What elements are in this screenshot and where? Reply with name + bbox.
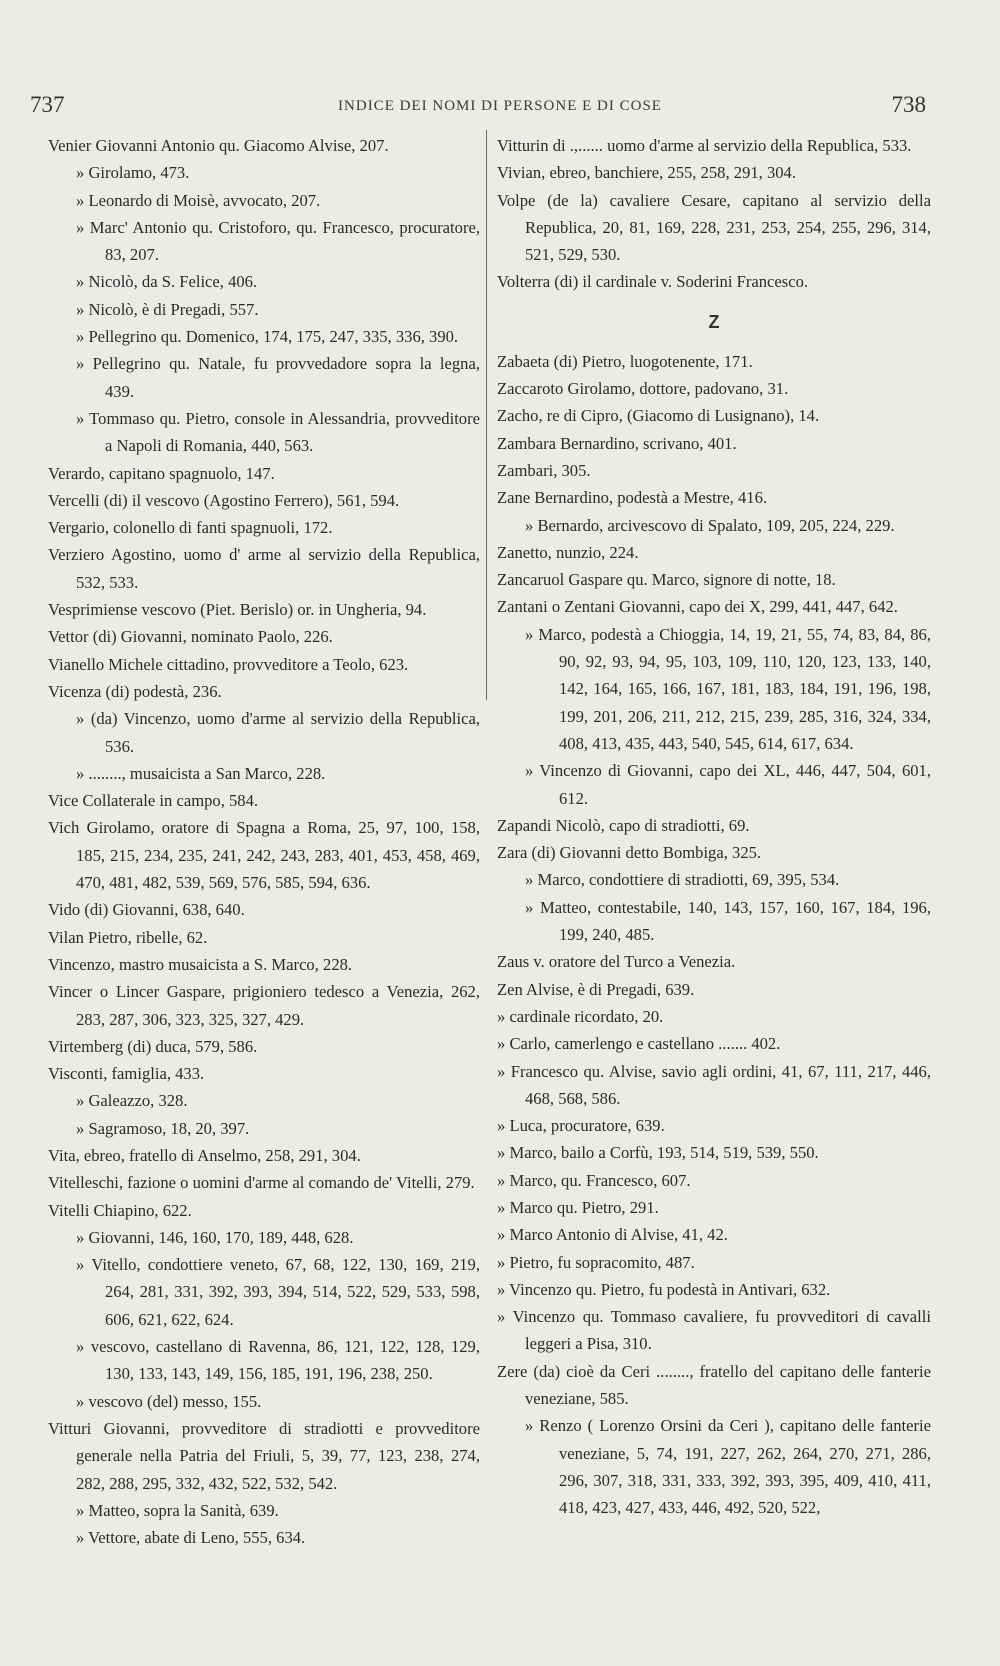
index-entry: Vitelleschi, fazione o uomini d'arme al comando de' Vitelli, 279. (48, 1173, 475, 1193)
index-entry: Vercelli (di) il vescovo (Agostino Ferrero), 561, 594. (48, 490, 400, 510)
index-entry: Zaccaroto Girolamo, dottore, padovano, 31. (497, 379, 789, 399)
index-entry: » Marco, bailo a Corfù, 193, 514, 519, 539, 550. (497, 1143, 819, 1163)
index-entry: » Luca, procuratore, 639. (497, 1116, 665, 1136)
section-letter: Z (708, 311, 720, 332)
index-entry: » Vincenzo qu. Tommaso cavaliere, fu provveditori di cavalli leggeri a Pisa, 310. (497, 1307, 931, 1354)
index-entry: Vice Collaterale in campo, 584. (48, 791, 259, 811)
index-entry: Vincenzo, mastro musaicista a S. Marco, 228. (48, 954, 353, 974)
index-entry: » Marco, qu. Francesco, 607. (497, 1170, 691, 1190)
index-entry: Zapandi Nicolò, capo di stradiotti, 69. (497, 815, 750, 835)
index-entry: Vitturin di .,...... uomo d'arme al servizio della Republica, 533. (497, 136, 912, 155)
index-entry: » Tommaso qu. Pietro, console in Alessandria, provveditore a Napoli di Romania, 440, 563. (76, 408, 480, 456)
index-entry: Vitelli Chiapino, 622. (48, 1200, 192, 1220)
index-entry: Zambara Bernardino, scrivano, 401. (497, 433, 737, 453)
index-entry: Zara (di) Giovanni detto Bombiga, 325. (497, 843, 762, 863)
index-entry: » Marco qu. Pietro, 291. (497, 1197, 659, 1217)
index-entry: » Girolamo, 473. (76, 163, 190, 183)
index-entry: » Leonardo di Moisè, avvocato, 207. (76, 190, 321, 210)
index-entry: Vergario, colonello di fanti spagnuoli, 172. (48, 518, 333, 538)
index-entry: » Galeazzo, 328. (76, 1091, 188, 1111)
index-entry: » vescovo (del) messo, 155. (76, 1391, 262, 1411)
index-entry: Zacho, re di Cipro, (Giacomo di Lusignano), 14. (497, 406, 820, 426)
page-number-left: 737 (30, 92, 65, 117)
index-entry: » cardinale ricordato, 20. (497, 1006, 664, 1026)
index-entry: » Francesco qu. Alvise, savio agli ordini, 41, 67, 111, 217, 446, 468, 568, 586. (497, 1061, 931, 1108)
index-entry: » Nicolò, è di Pregadi, 557. (76, 299, 259, 319)
index-entry: Volterra (di) il cardinale v. Soderini Francesco. (497, 272, 809, 292)
index-entry: Zen Alvise, è di Pregadi, 639. (497, 979, 695, 999)
index-entry: » Matteo, contestabile, 140, 143, 157, 160, 167, 184, 196, 199, 240, 485. (525, 897, 931, 945)
index-entry: » Vincenzo di Giovanni, capo dei XL, 446, 447, 504, 601, 612. (525, 761, 931, 808)
index-entry: Vincer o Lincer Gaspare, prigioniero tedesco a Venezia, 262, 283, 287, 306, 323, 325, 327, 429. (48, 982, 480, 1029)
index-entry: Zane Bernardino, podestà a Mestre, 416. (497, 488, 768, 508)
index-entry: » Pellegrino qu. Natale, fu provvedadore sopra la legna, 439. (76, 354, 480, 401)
index-entry: Zanetto, nunzio, 224. (497, 542, 639, 562)
index-entry: » Marco, condottiere di stradiotti, 69, 395, 534. (525, 870, 840, 890)
index-entry: » Pellegrino qu. Domenico, 174, 175, 247, 335, 336, 390. (76, 327, 459, 347)
index-entry: » Vettore, abate di Leno, 555, 634. (76, 1528, 306, 1548)
index-entry: Verziero Agostino, uomo d' arme al servizio della Republica, 532, 533. (48, 545, 480, 592)
index-entry: » (da) Vincenzo, uomo d'arme al servizio della Republica, 536. (76, 709, 480, 756)
index-entry: Vicenza (di) podestà, 236. (48, 681, 222, 701)
index-entry: Vianello Michele cittadino, provveditore a Teolo, 623. (48, 654, 409, 674)
index-entry: » Marc' Antonio qu. Cristoforo, qu. Francesco, procuratore, 83, 207. (76, 217, 480, 265)
index-entry: » Giovanni, 146, 160, 170, 189, 448, 628. (76, 1227, 354, 1247)
index-entry: » ........, musaicista a San Marco, 228. (76, 763, 326, 783)
page-header (0, 92, 1000, 122)
index-entry: Verardo, capitano spagnuolo, 147. (48, 463, 275, 483)
index-entry: » Carlo, camerlengo e castellano ....... 402. (497, 1034, 781, 1054)
index-entry: Zambari, 305. (497, 460, 591, 480)
index-entry: » vescovo, castellano di Ravenna, 86, 121, 122, 128, 129, 130, 133, 143, 149, 156, 185, 191, 196, 238, 250. (76, 1337, 480, 1384)
index-entry: » Pietro, fu sopracomito, 487. (497, 1252, 695, 1272)
column-divider (486, 130, 487, 700)
index-entry: Vesprimiense vescovo (Piet. Berislo) or. in Ungheria, 94. (48, 600, 427, 620)
index-entry: » Vincenzo qu. Pietro, fu podestà in Antivari, 632. (497, 1279, 831, 1299)
index-entry: » Renzo ( Lorenzo Orsini da Ceri ), capitano delle fanterie veneziane, 5, 74, 191, 227, 262, 264, 270, 271, 286, 296, 307, 318, 331, 333, 392, 393, 395, 409, 410, 411, 418, 423, 427, 433, 446, 492, 520, 522, (525, 1416, 931, 1518)
index-entry: Vettor (di) Giovanni, nominato Paolo, 226. (48, 627, 333, 647)
index-entry: Zabaeta (di) Pietro, luogotenente, 171. (497, 351, 753, 371)
running-title: INDICE DEI NOMI DI PERSONE E DI COSE (338, 98, 662, 114)
index-entry: Vilan Pietro, ribelle, 62. (48, 927, 208, 947)
index-entry: Zere (da) cioè da Ceri ........, fratello del capitano delle fanterie veneziane, 585. (497, 1361, 931, 1409)
index-entry: » Bernardo, arcivescovo di Spalato, 109, 205, 224, 229. (525, 515, 895, 535)
index-entry: » Marco Antonio di Alvise, 41, 42. (497, 1225, 728, 1245)
index-entry: » Sagramoso, 18, 20, 397. (76, 1118, 250, 1138)
index-entry: » Nicolò, da S. Felice, 406. (76, 272, 258, 292)
index-entry: Venier Giovanni Antonio qu. Giacomo Alvise, 207. (48, 136, 389, 155)
page-number-right: 738 (891, 92, 926, 117)
index-entry: Zancaruol Gaspare qu. Marco, signore di notte, 18. (497, 570, 836, 590)
index-entry: Visconti, famiglia, 433. (48, 1064, 205, 1084)
index-entry: Zantani o Zentani Giovanni, capo dei X, 299, 441, 447, 642. (497, 597, 898, 617)
index-entry: Vitturi Giovanni, provveditore di stradiotti e provveditore generale nella Patria del Friuli, 5, 39, 77, 123, 238, 274, 282, 288, 295, 332, 432, 522, 532, 542. (48, 1418, 480, 1493)
index-entry: » Matteo, sopra la Sanità, 639. (76, 1500, 279, 1520)
index-entry: Vita, ebreo, fratello di Anselmo, 258, 291, 304. (48, 1145, 361, 1165)
index-entry: Virtemberg (di) duca, 579, 586. (48, 1036, 258, 1056)
index-entry: Vivian, ebreo, banchiere, 255, 258, 291, 304. (497, 163, 796, 183)
right-column (497, 132, 931, 1522)
index-entry: Vido (di) Giovanni, 638, 640. (48, 900, 245, 920)
index-entry: Zaus v. oratore del Turco a Venezia. (497, 952, 736, 972)
index-entry: Volpe (de la) cavaliere Cesare, capitano al servizio della Republica, 20, 81, 169, 228, 231, 253, 254, 255, 296, 314, 521, 529, 530. (497, 190, 931, 265)
left-column (48, 132, 480, 1551)
index-entry: Vich Girolamo, oratore di Spagna a Roma, 25, 97, 100, 158, 185, 215, 234, 235, 241, 242, 243, 283, 401, 453, 458, 469, 470, 481, 482, 539, 569, 576, 585, 594, 636. (48, 818, 480, 893)
index-entry: » Marco, podestà a Chioggia, 14, 19, 21, 55, 74, 83, 84, 86, 90, 92, 93, 94, 95, 103, 109, 110, 120, 123, 133, 140, 142, 164, 165, 166, 167, 181, 183, 184, 191, 196, 198, 199, 201, 206, 211, 212, 215, 239, 285, 316, 324, 334, 408, 413, 435, 443, 540, 545, 614, 617, 634. (525, 624, 931, 753)
index-entry: » Vitello, condottiere veneto, 67, 68, 122, 130, 169, 219, 264, 281, 331, 392, 393, 394, 514, 522, 529, 533, 598, 606, 621, 622, 624. (76, 1255, 480, 1329)
